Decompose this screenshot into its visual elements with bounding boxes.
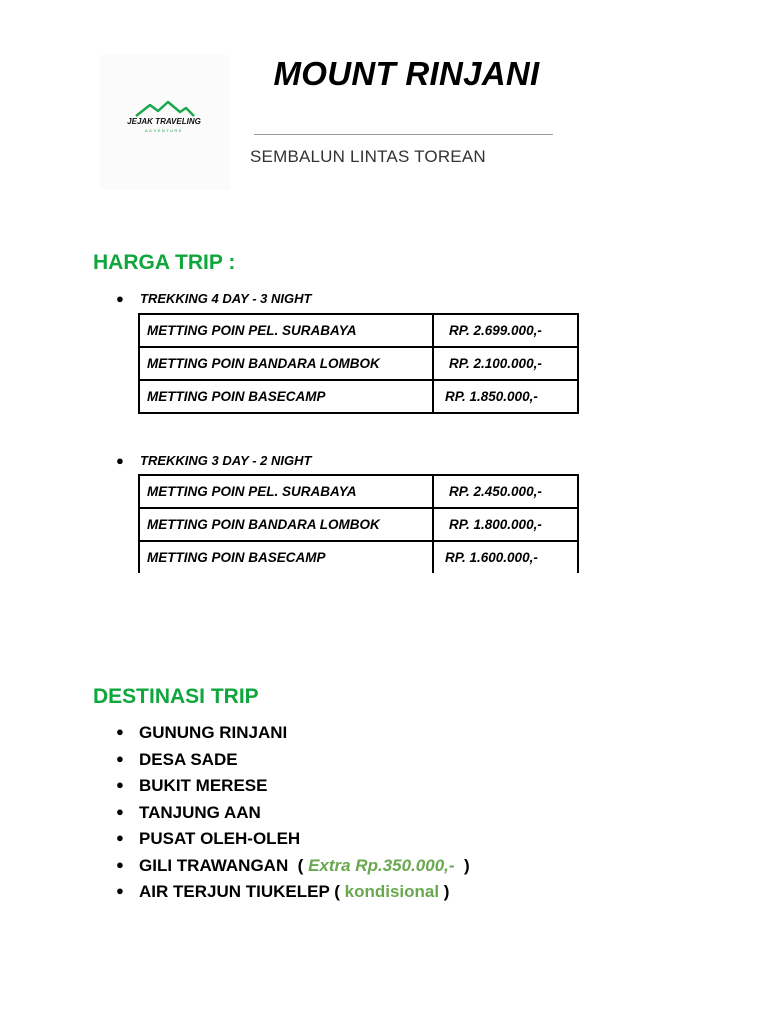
conditional-note: kondisional xyxy=(344,882,440,901)
meeting-point-cell: METTING POIN PEL. SURABAYA xyxy=(139,475,433,508)
destination-name: TANJUNG AAN xyxy=(139,802,261,822)
destination-name: PUSAT OLEH-OLEH xyxy=(139,829,301,848)
price-cell: RP. 1.600.000,- xyxy=(433,541,578,573)
list-item xyxy=(116,723,470,750)
meeting-point-cell: METTING POIN BANDARA LOMBOK xyxy=(139,347,433,380)
table-row xyxy=(139,541,578,573)
extra-cost-note: Extra Rp.350.000,- xyxy=(308,855,455,875)
destination-name: GUNUNG RINJANI xyxy=(139,723,288,742)
destination-list xyxy=(116,723,470,909)
meeting-point-cell: METTING POIN PEL. SURABAYA xyxy=(139,314,433,347)
price-cell: RP. 1.800.000,- xyxy=(433,508,578,541)
table-row xyxy=(139,508,578,541)
bullet-dot: ● xyxy=(116,883,124,898)
logo-text: JEJAK TRAVELING xyxy=(127,117,201,126)
mountain-logo-icon xyxy=(134,100,196,118)
bullet-dot: ● xyxy=(116,291,124,306)
bullet-dot: ● xyxy=(116,803,124,819)
package-label-3d2n: TREKKING 3 DAY - 2 NIGHT xyxy=(140,453,312,468)
price-cell: RP. 2.450.000,- xyxy=(433,475,578,508)
section-title-harga: HARGA TRIP : xyxy=(93,251,236,274)
list-item xyxy=(116,803,470,830)
table-row xyxy=(139,314,578,347)
logo-subtext: ADVENTURE xyxy=(144,128,184,133)
table-row xyxy=(139,380,578,413)
price-table-4d3n xyxy=(138,313,579,414)
bullet-dot: ● xyxy=(116,777,124,792)
title-divider xyxy=(254,134,553,135)
price-cell: RP. 2.100.000,- xyxy=(433,347,578,380)
company-logo xyxy=(116,100,212,140)
price-cell: RP. 2.699.000,- xyxy=(433,314,578,347)
list-item: ● GILI TRAWANGAN ( Extra Rp.350.000,- ) xyxy=(116,855,470,875)
meeting-point-cell: METTING POIN BANDARA LOMBOK xyxy=(139,508,433,541)
price-table-3d2n xyxy=(138,474,579,573)
price-cell: RP. 1.850.000,- xyxy=(433,380,578,413)
bullet-dot: ● xyxy=(116,830,124,845)
list-item xyxy=(116,776,470,803)
bullet-dot: ● xyxy=(116,856,124,872)
meeting-point-cell: METTING POIN BASECAMP xyxy=(139,541,433,573)
package-label-4d3n: TREKKING 4 DAY - 3 NIGHT xyxy=(140,291,312,306)
list-item xyxy=(116,829,470,856)
bullet-dot: ● xyxy=(116,453,124,468)
list-item xyxy=(116,750,470,777)
page-title: MOUNT RINJANI xyxy=(273,55,540,92)
page-subtitle: SEMBALUN LINTAS TOREAN xyxy=(250,147,486,166)
meeting-point-cell: METTING POIN BASECAMP xyxy=(139,380,433,413)
table-row xyxy=(139,347,578,380)
destination-name: DESA SADE xyxy=(139,749,238,769)
destination-name: GILI TRAWANGAN xyxy=(139,855,289,875)
bullet-dot: ● xyxy=(116,750,124,766)
section-title-destinasi: DESTINASI TRIP xyxy=(93,685,259,708)
list-item: ● AIR TERJUN TIUKELEP ( kondisional ) xyxy=(116,882,450,901)
destination-name: BUKIT MERESE xyxy=(139,776,268,795)
bullet-dot: ● xyxy=(116,724,124,739)
table-row xyxy=(139,475,578,508)
destination-name: AIR TERJUN TIUKELEP xyxy=(139,882,330,901)
